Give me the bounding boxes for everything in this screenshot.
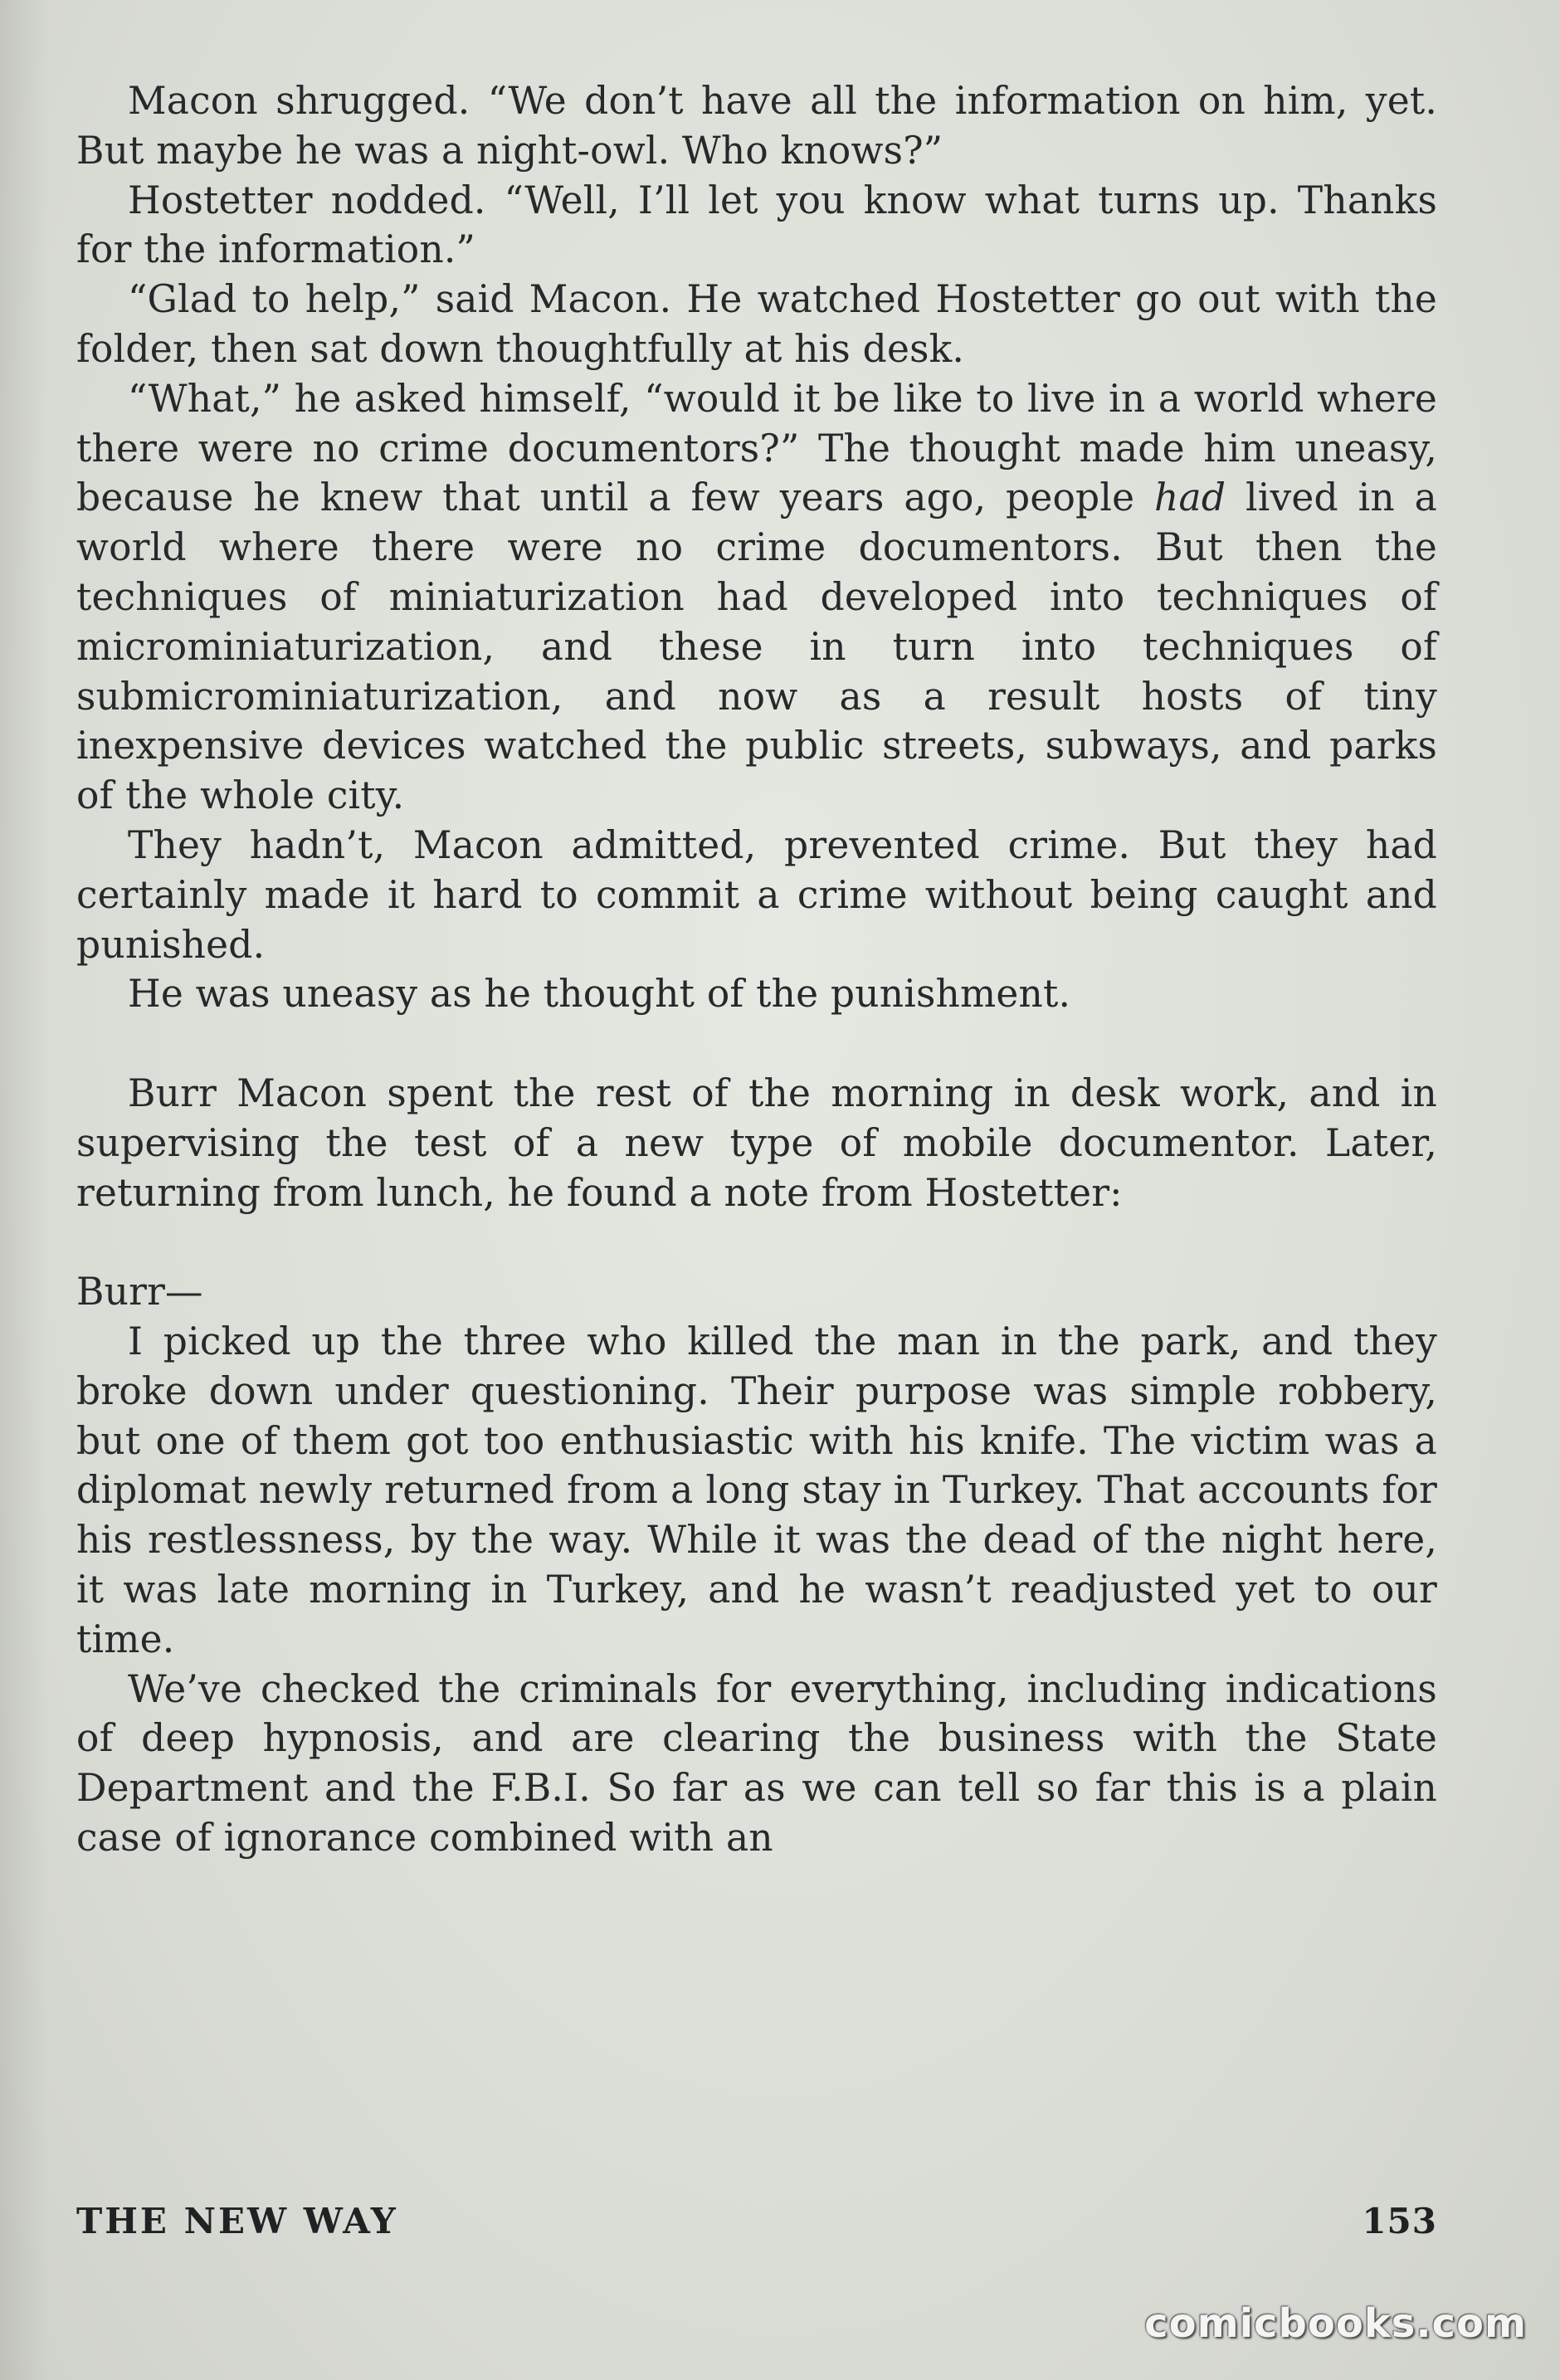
note-paragraph-2: We’ve checked the criminals for everything, including indications of deep hypnosis, and are clearing the business with the State Department and the F.B.I. So far as we can tell so far this is a plain case of ignorance combined with an xyxy=(76,1666,1437,1860)
page-footer xyxy=(76,2201,1437,2241)
story-text xyxy=(76,76,1437,1863)
paragraph-4-after: lived in a world where there were no crime documentors. But then the techniques of miniaturization had developed into techniques of microminiaturization, and these in turn into techniques of submicrominiaturization, and now as a result hosts of tiny inexpensive devices watched the public streets, subways, and parks of the whole city. xyxy=(76,476,1437,818)
paragraph-4 xyxy=(76,374,1437,821)
site-watermark: comicbooks.com xyxy=(1144,2300,1527,2347)
paragraph-4-before: “What,” he asked himself, “would it be like to live in a world where there were no crime documentors?” The thought made him uneasy, because he knew that until a few years ago, people xyxy=(76,376,1437,520)
book-page xyxy=(76,76,1437,2367)
note-salutation: Burr— xyxy=(76,1270,203,1314)
paragraph-1: Macon shrugged. “We don’t have all the information on him, yet. But maybe he was a night-owl. Who knows?” xyxy=(76,79,1437,173)
note-paragraph-1: I picked up the three who killed the man in the park, and they broke down under questioning. Their purpose was simple robbery, but one of them got too enthusiastic with his knife. The victim was a diplomat newly returned from a long stay in Turkey. That accounts for his restlessness, by the way. While it was the dead of the night here, it was late morning in Turkey, and he wasn’t readjusted yet to our time. xyxy=(76,1319,1437,1661)
emphasis-had: had xyxy=(1154,476,1226,520)
paragraph-5: They hadn’t, Macon admitted, prevented crime. But they had certainly made it hard to commit a crime without being caught and punished. xyxy=(76,822,1437,967)
paragraph-7: Burr Macon spent the rest of the morning in desk work, and in supervising the test of a new type of mobile documentor. Later, returning from lunch, he found a note from Hostetter: xyxy=(76,1071,1437,1215)
running-title: THE NEW WAY xyxy=(76,2201,398,2241)
paragraph-2: Hostetter nodded. “Well, I’ll let you know what turns up. Thanks for the information.” xyxy=(76,178,1437,272)
page-number: 153 xyxy=(1362,2201,1437,2241)
paragraph-3: “Glad to help,” said Macon. He watched Hostetter go out with the folder, then sat down thoughtfully at his desk. xyxy=(76,277,1437,371)
paragraph-6: He was uneasy as he thought of the punishment. xyxy=(128,972,1071,1017)
